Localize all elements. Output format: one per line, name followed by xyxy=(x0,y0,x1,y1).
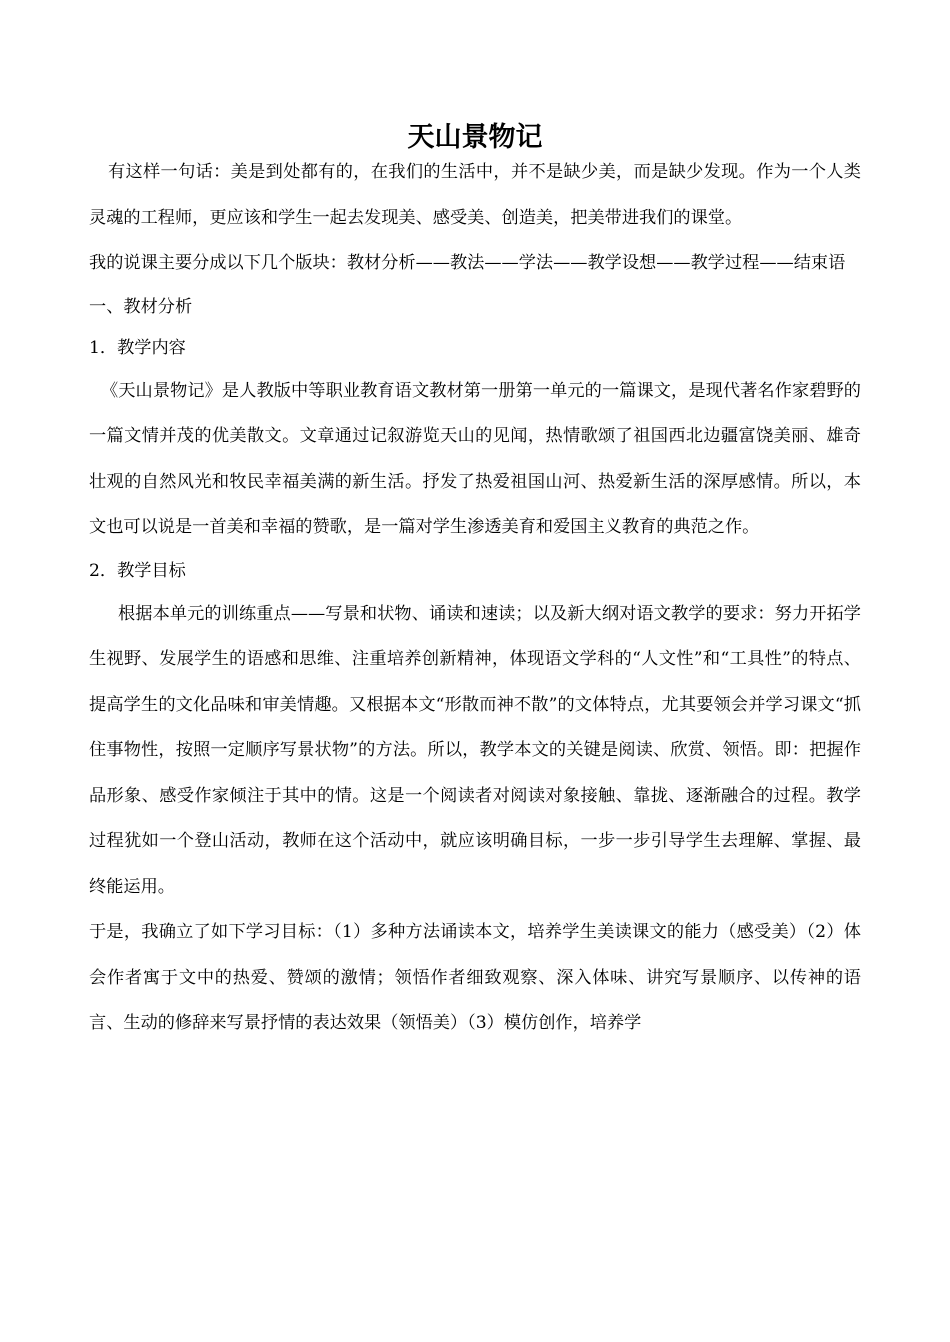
outline-paragraph: 我的说课主要分成以下几个版块：教材分析——教法——学法——教学设想——教学过程——结束语 xyxy=(89,253,846,273)
teaching-content-paragraph: 《天山景物记》是人教版中等职业教育语文教材第一册第一单元的一篇课文，是现代著名作家碧野的一篇文情并茂的优美散文。文章通过记叙游览天山的见闻，热情歌颂了祖国西北边疆富饶美丽、雄奇壮观的自然风光和牧民幸福美满的新生活。抒发了热爱祖国山河、热爱新生活的深厚感情。所以，本文也可以说是一首美和幸福的赞歌，是一篇对学生渗透美育和爱国主义教育的典范之作。 xyxy=(89,380,861,537)
section-heading-textbook-analysis: 一、教材分析 xyxy=(89,296,193,317)
subheading-teaching-content: 1．教学内容 xyxy=(89,337,186,358)
intro-paragraph: 有这样一句话：美是到处都有的，在我们的生活中，并不是缺少美，而是缺少发现。作为一个人类灵魂的工程师，更应该和学生一起去发现美、感受美、创造美，把美带进我们的课堂。 xyxy=(89,162,861,228)
document-body xyxy=(89,150,861,1047)
teaching-goals-paragraph: 根据本单元的训练重点——写景和状物、诵读和速读；以及新大纲对语文教学的要求：努力开拓学生视野、发展学生的语感和思维、注重培养创新精神，体现语文学科的“人文性”和“工具性”的特点、提高学生的文化品味和审美情趣。又根据本文“形散而神不散”的文体特点，尤其要领会并学习课文“抓住事物性，按照一定顺序写景状物”的方法。所以，教学本文的关键是阅读、欣赏、领悟。即：把握作品形象、感受作家倾注于其中的情。这是一个阅读者对阅读对象接触、靠拢、逐渐融合的过程。教学过程犹如一个登山活动，教师在这个活动中，就应该明确目标，一步一步引导学生去理解、掌握、最终能运用。 xyxy=(89,603,861,897)
subheading-teaching-goals: 2．教学目标 xyxy=(89,560,186,581)
learning-goals-paragraph: 于是，我确立了如下学习目标：（1）多种方法诵读本文，培养学生美读课文的能力（感受美）（2）体会作者寓于文中的热爱、赞颂的激情；领悟作者细致观察、深入体味、讲究写景顺序、以传神的语言、生动的修辞来写景抒情的表达效果（领悟美）（3）模仿创作，培养学 xyxy=(89,922,861,1033)
document-title: 天山景物记 xyxy=(407,122,543,153)
